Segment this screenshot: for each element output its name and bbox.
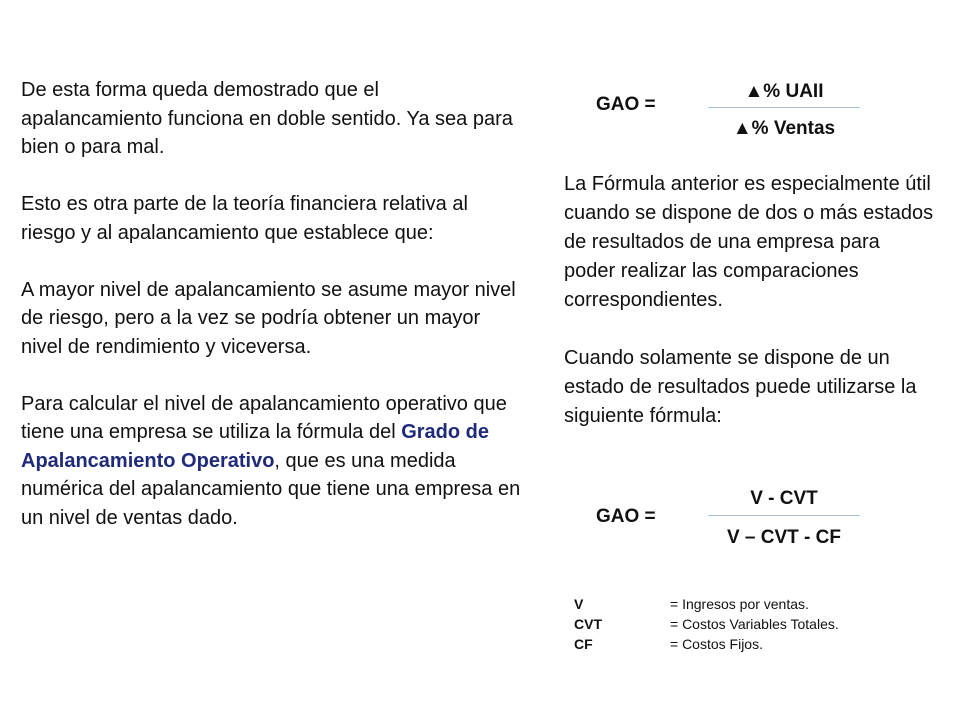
formula-2-label: GAO = [596,506,656,527]
paragraph-un-estado: Cuando solamente se dispone de un estado de resultados puede utilizarse la siguiente fórmula: [564,347,917,427]
gao-definition-text: , que es una medida numérica del apalancamiento que tiene una empresa en un nivel de ventas dado. [21,449,521,529]
paragraph-formula-anterior: La Fórmula anterior es especialmente útil cuando se dispone de dos o más estados de resultados de una empresa para poder realizar las comparaciones correspondientes. [564,173,934,311]
gao-term-highlight-1: Grado de Apalancamiento [21,421,490,472]
gao-intro-text: Para calcular el nivel de apalancamiento operativo que tiene una empresa se utiliza la fórmula del [21,392,507,443]
legend-row-cf [574,634,839,654]
formula-2-denominator: V – CVT - CF [726,527,841,548]
formula-1-denominator: ▲% Ventas [732,118,836,139]
legend-key: CF [574,636,593,652]
variables-legend [574,594,839,654]
formula-2-numerator: V - CVT [750,488,818,509]
gao-term-highlight-2: Operativo [181,449,275,472]
paragraph-teoria-financiera: Esto es otra parte de la teoría financiera relativa al riesgo y al apalancamiento que establece que: [21,193,468,244]
legend-row-v [574,594,839,614]
formula-2-fraction-line [708,515,860,516]
legend-key: CVT [574,616,602,632]
legend-value: = Ingresos por ventas. [670,596,809,612]
paragraph-calcular-gao [21,390,521,533]
paragraph-demostrado: De esta forma queda demostrado que el apalancamiento funciona en doble sentido. Ya sea para bien o para mal. [21,79,513,158]
legend-row-cvt [574,614,839,634]
left-text-column [21,76,521,561]
formula-1-numerator: ▲% UAII [744,81,824,102]
formula-1-label: GAO = [596,94,656,115]
formula-1-fraction-line [708,107,860,108]
right-text-column [564,170,934,460]
legend-value: = Costos Fijos. [670,636,763,652]
legend-key: V [574,596,584,612]
paragraph-mayor-nivel: A mayor nivel de apalancamiento se asume mayor nivel de riesgo, pero a la vez se podría obtener un mayor nivel de rendimiento y viceversa. [21,278,516,358]
legend-value: = Costos Variables Totales. [670,616,839,632]
